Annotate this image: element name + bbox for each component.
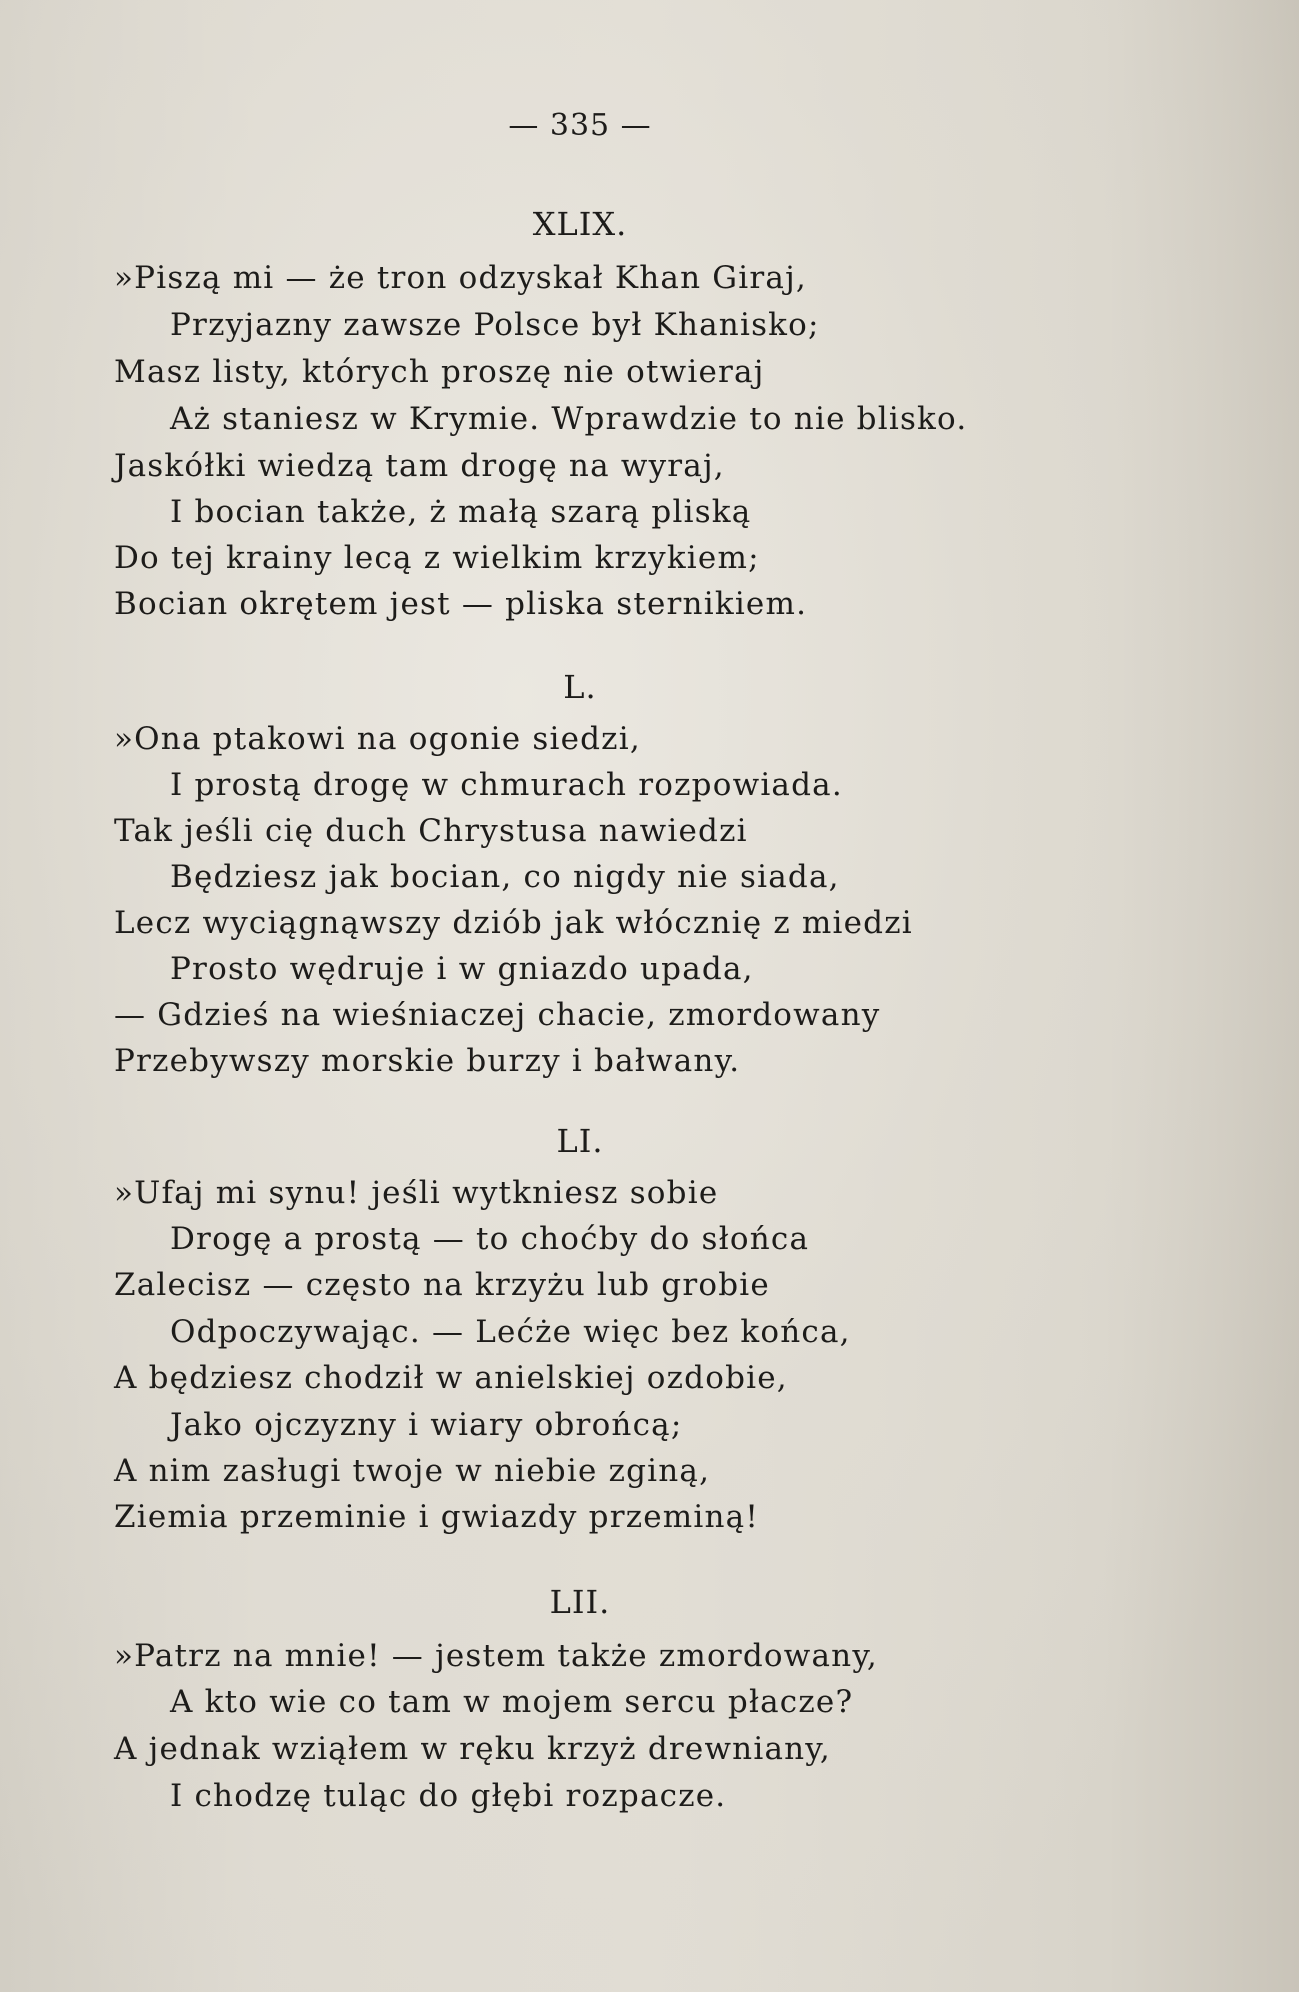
verse-line: I bocian także, ż małą szarą pliską xyxy=(170,494,752,530)
verse-line: A nim zasługi twoje w niebie zginą, xyxy=(114,1453,711,1489)
verse-line: I prostą drogę w chmurach rozpowiada. xyxy=(170,767,843,803)
verse-line: I chodzę tuląc do głębi rozpacze. xyxy=(170,1778,727,1814)
verse-line: Ziemia przeminie i gwiazdy przeminą! xyxy=(114,1499,760,1535)
verse-line: A jednak wziąłem w ręku krzyż drewniany, xyxy=(114,1731,831,1767)
verse-line: Zalecisz — często na krzyżu lub grobie xyxy=(114,1267,770,1303)
verse-line: A kto wie co tam w mojem sercu płacze? xyxy=(170,1684,854,1720)
verse-line: Bocian okrętem jest — pliska sternikiem. xyxy=(114,586,808,622)
stanza-heading: LII. xyxy=(549,1583,611,1621)
verse-line: Lecz wyciągnąwszy dziób jak włócznię z miedzi xyxy=(114,905,913,941)
verse-line: Jako ojczyzny i wiary obrońcą; xyxy=(170,1407,683,1443)
verse-line: »Ufaj mi synu! jeśli wytkniesz sobie xyxy=(114,1175,719,1211)
stanza-heading: L. xyxy=(563,668,597,706)
verse-line: Odpoczywając. — Lećże więc bez końca, xyxy=(170,1314,851,1350)
verse-line: — Gdzieś na wieśniaczej chacie, zmordowany xyxy=(114,997,881,1033)
verse-line: Masz listy, których proszę nie otwieraj xyxy=(114,354,765,390)
verse-line: »Ona ptakowi na ogonie siedzi, xyxy=(114,721,641,757)
stanza-heading: LI. xyxy=(556,1122,604,1160)
stanza-heading: XLIX. xyxy=(532,205,628,243)
verse-line: »Piszą mi — że tron odzyskał Khan Giraj, xyxy=(114,260,807,296)
page-number: — 335 — xyxy=(508,108,652,143)
verse-line: Aż staniesz w Krymie. Wprawdzie to nie blisko. xyxy=(170,401,968,437)
verse-line: Do tej krainy lecą z wielkim krzykiem; xyxy=(114,540,760,576)
verse-line: Prosto wędruje i w gniazdo upada, xyxy=(170,951,754,987)
verse-line: Będziesz jak bocian, co nigdy nie siada, xyxy=(170,859,840,895)
verse-line: Przebywszy morskie burzy i bałwany. xyxy=(114,1043,741,1079)
verse-line: A będziesz chodził w anielskiej ozdobie, xyxy=(114,1360,788,1396)
verse-line: Jaskółki wiedzą tam drogę na wyraj, xyxy=(114,448,725,484)
verse-line: »Patrz na mnie! — jestem także zmordowany, xyxy=(114,1638,878,1674)
verse-line: Tak jeśli cię duch Chrystusa nawiedzi xyxy=(114,813,748,849)
verse-line: Drogę a prostą — to choćby do słońca xyxy=(170,1221,810,1257)
verse-line: Przyjazny zawsze Polsce był Khanisko; xyxy=(170,307,820,343)
